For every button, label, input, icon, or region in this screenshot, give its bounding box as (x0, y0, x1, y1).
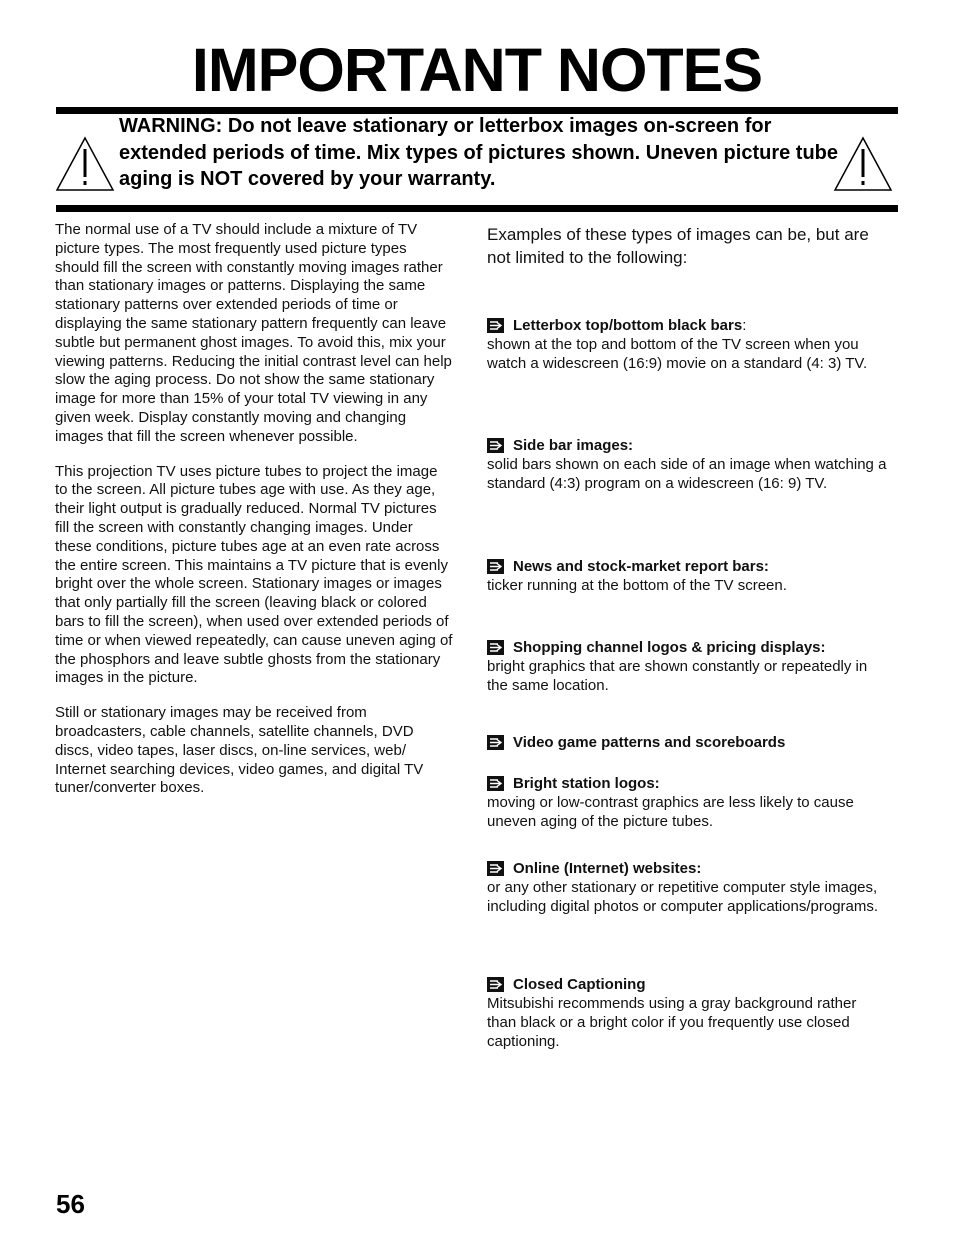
arrow-icon (487, 776, 504, 791)
item-description: or any other stationary or repetitive computer style images, including digital photos or computer applications/programs. (487, 879, 879, 915)
arrow-icon (487, 640, 504, 655)
left-column (55, 221, 453, 814)
paragraph: This projection TV uses picture tubes to project the image to the screen. All picture tubes age with use. As they age, their light output is gradually reduced. Normal TV pictures fill the screen with constantly changing images. Under these conditions, picture tubes age at an even rate across the entire screen. This maintains a TV picture that is evenly bright over the whole screen. Stationary images or images that only partially fill the screen (leaving black or colored bars to fill the screen), when used over extended periods of time or when viewed repeatedly, can cause uneven aging of the phosphors and leave subtle ghosts from the stationary images in the picture. (55, 462, 453, 687)
item-description: bright graphics that are shown constantly or repeatedly in the same location. (487, 658, 868, 694)
arrow-icon (487, 861, 504, 876)
item-title-suffix: : (742, 317, 747, 334)
example-item (487, 638, 887, 695)
page-title: IMPORTANT NOTES (191, 36, 763, 104)
arrow-icon (487, 735, 504, 750)
item-description: moving or low-contrast graphics are less likely to cause uneven aging of the picture tubes. (487, 794, 854, 830)
examples-intro: Examples of these types of images can be, but are not limited to the following: (487, 225, 869, 267)
item-title: Bright station logos: (513, 775, 660, 792)
example-item (487, 316, 887, 373)
item-title: Video game patterns and scoreboards (513, 734, 786, 751)
example-item (487, 774, 887, 831)
item-title: Letterbox top/bottom black bars (513, 317, 743, 334)
item-description: ticker running at the bottom of the TV screen. (487, 577, 787, 594)
bottom-rule (56, 205, 898, 212)
item-description: solid bars shown on each side of an image when watching a standard (4:3) program on a widescreen (16: 9) TV. (487, 456, 887, 492)
example-item (487, 733, 887, 752)
item-title: Closed Captioning (513, 976, 646, 993)
item-title: Shopping channel logos & pricing displays: (513, 639, 826, 656)
arrow-icon (487, 318, 504, 333)
item-title: Side bar images: (513, 437, 634, 454)
example-item (487, 975, 887, 1051)
example-item (487, 436, 887, 493)
paragraph: Still or stationary images may be received from broadcasters, cable channels, satellite channels, DVD discs, video tapes, laser discs, on-line services, web/ Internet searching devices, video games, and digital TV tuner/converter boxes. (55, 704, 424, 797)
arrow-icon (487, 559, 504, 574)
page-number: 56 (56, 1189, 85, 1219)
item-description: Mitsubishi recommends using a gray background rather than black or a bright color if you frequently use closed captioning. (487, 995, 857, 1050)
arrow-icon (487, 438, 504, 453)
example-item (487, 557, 887, 595)
paragraph: The normal use of a TV should include a mixture of TV picture types. The most frequently used picture types should fill the screen with constantly moving images rather than stationary images or patterns. Displaying the same stationary patterns over extended periods of time or displaying the same stationary pattern frequently can leave subtle but permanent ghost images. To avoid this, mix your viewing patterns. Reducing the initial contrast level can help slow the aging process. Do not show the same stationary image for more than 15% of your total TV viewing in any given week. Display constantly moving and changing images that fill the screen whenever possible. (55, 221, 452, 445)
item-title: News and stock-market report bars: (513, 558, 769, 575)
warning-triangle-icon (54, 135, 116, 193)
warning-text: WARNING: Do not leave stationary or letterbox images on-screen for extended periods of time. Mix types of pictures shown. Uneven picture tube aging is NOT covered by your warranty. (119, 115, 839, 190)
example-item (487, 859, 887, 916)
item-title: Online (Internet) websites: (513, 860, 702, 877)
warning-triangle-icon (832, 135, 894, 193)
arrow-icon (487, 977, 504, 992)
item-description: shown at the top and bottom of the TV screen when you watch a widescreen (16:9) movie on a standard (4: 3) TV. (487, 336, 868, 372)
